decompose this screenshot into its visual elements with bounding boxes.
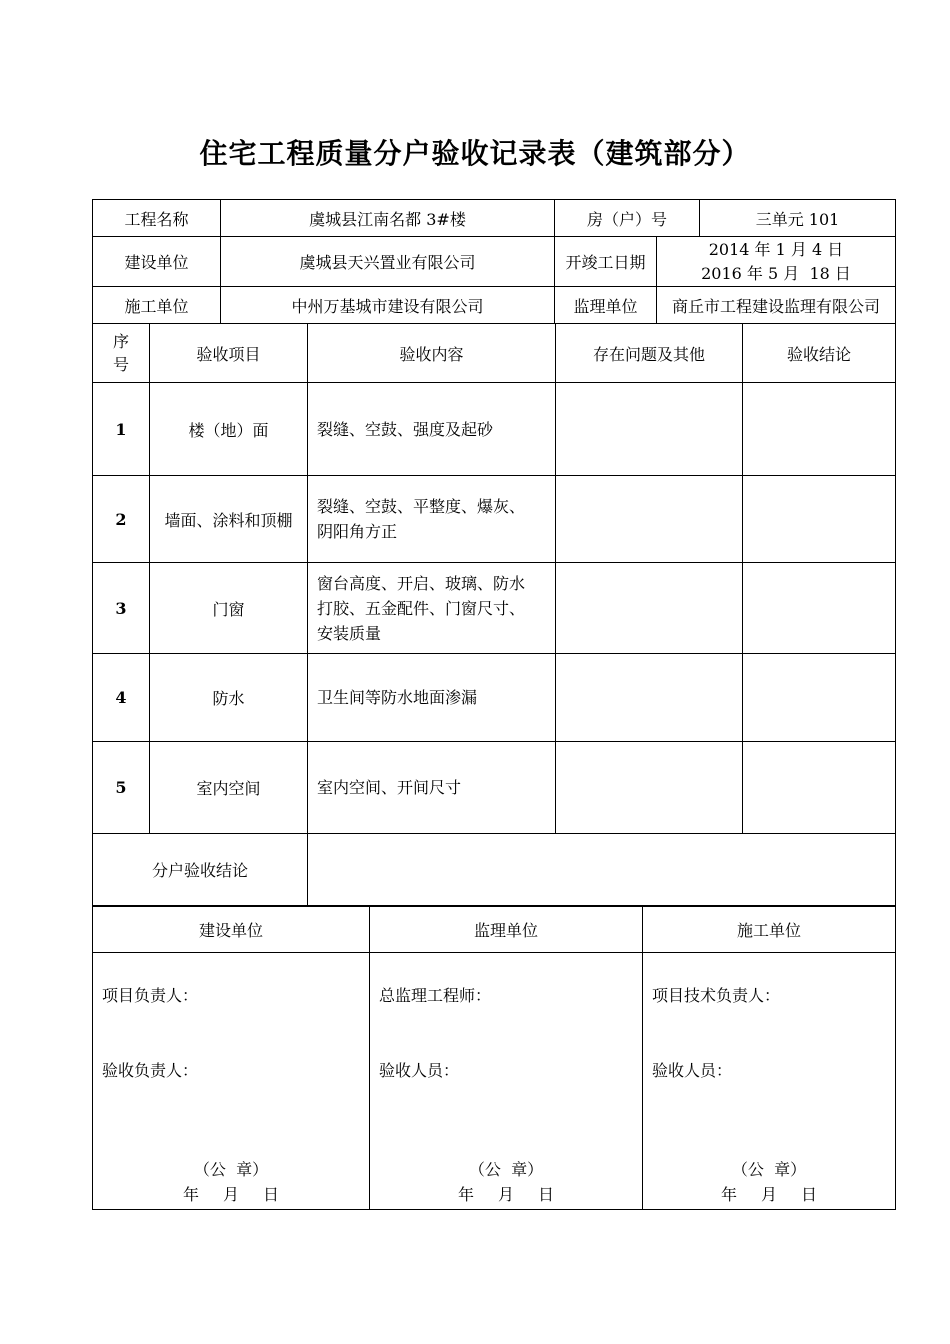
dates-value	[657, 237, 896, 287]
row-number: 1	[93, 383, 150, 476]
page-title: 住宅工程质量分户验收记录表（建筑部分）	[199, 137, 751, 170]
row-item: 门窗	[150, 563, 308, 654]
row-content: 卫生间等防水地面渗漏	[308, 654, 556, 742]
conclusion-header: 验收结论	[743, 324, 896, 383]
row-issues[interactable]	[556, 742, 743, 834]
supervisor-acceptance-staff: 验收人员：	[379, 1061, 460, 1080]
row-number: 5	[93, 742, 150, 834]
row-content: 裂缝、空鼓、平整度、爆灰、 阴阳角方正	[308, 476, 556, 563]
household-conclusion-label: 分户验收结论	[93, 834, 308, 906]
sign-header-contractor: 施工单位	[643, 907, 896, 953]
end-date: 2016 年 5 月 18 日	[701, 263, 851, 283]
row-item: 楼（地）面	[150, 383, 308, 476]
table-row	[93, 742, 896, 834]
room-label: 房（户）号	[555, 200, 700, 237]
contractor-sign-cell[interactable]	[643, 953, 896, 1210]
issues-header: 存在问题及其他	[556, 324, 743, 383]
row-content: 室内空间、开间尺寸	[308, 742, 556, 834]
builder-acceptance-leader: 验收负责人：	[102, 1061, 199, 1080]
builder-value: 虞城县天兴置业有限公司	[221, 237, 555, 287]
sign-header-builder: 建设单位	[93, 907, 370, 953]
row-issues[interactable]	[556, 654, 743, 742]
row-item: 室内空间	[150, 742, 308, 834]
row-issues[interactable]	[556, 563, 743, 654]
seal-label: （公 章）	[193, 1160, 269, 1179]
content-header: 验收内容	[308, 324, 556, 383]
household-conclusion-field[interactable]	[308, 834, 896, 906]
table-row	[93, 476, 896, 563]
row-issues[interactable]	[556, 476, 743, 563]
row-issues[interactable]	[556, 383, 743, 476]
row-conclusion[interactable]	[743, 563, 896, 654]
row-conclusion[interactable]	[743, 742, 896, 834]
start-date: 2014 年 1 月 4 日	[708, 239, 844, 259]
contractor-label: 施工单位	[93, 287, 221, 324]
sign-date: 年 月 日	[457, 1185, 555, 1204]
row-number: 3	[93, 563, 150, 654]
supervisor-sign-cell[interactable]	[370, 953, 643, 1210]
contractor-value: 中州万基城市建设有限公司	[221, 287, 555, 324]
sign-date: 年 月 日	[720, 1185, 818, 1204]
seq-header	[93, 324, 150, 383]
row-item: 防水	[150, 654, 308, 742]
contractor-technical-leader: 项目技术负责人：	[652, 986, 781, 1005]
supervisor-value: 商丘市工程建设监理有限公司	[657, 287, 896, 324]
row-conclusion[interactable]	[743, 476, 896, 563]
row-item: 墙面、涂料和顶棚	[150, 476, 308, 563]
row-content: 窗台高度、开启、玻璃、防水 打胶、五金配件、门窗尺寸、 安装质量	[308, 563, 556, 654]
table-row	[93, 383, 896, 476]
project-name-value: 虞城县江南名都 3#楼	[221, 200, 555, 237]
supervisor-label: 监理单位	[555, 287, 657, 324]
seq-header-line1: 序	[112, 332, 129, 351]
room-value: 三单元 101	[700, 200, 896, 237]
row-number: 2	[93, 476, 150, 563]
row-conclusion[interactable]	[743, 383, 896, 476]
table-row	[93, 563, 896, 654]
row-number: 4	[93, 654, 150, 742]
row-conclusion[interactable]	[743, 654, 896, 742]
items-table	[92, 323, 896, 906]
sign-header-supervisor: 监理单位	[370, 907, 643, 953]
seal-label: （公 章）	[468, 1160, 544, 1179]
sign-date: 年 月 日	[182, 1185, 280, 1204]
row-content: 裂缝、空鼓、强度及起砂	[308, 383, 556, 476]
contractor-acceptance-staff: 验收人员：	[652, 1061, 733, 1080]
signature-table	[92, 906, 896, 1210]
item-header: 验收项目	[150, 324, 308, 383]
builder-project-leader: 项目负责人：	[102, 986, 199, 1005]
project-name-label: 工程名称	[93, 200, 221, 237]
seq-header-line2: 号	[112, 355, 129, 374]
dates-label: 开竣工日期	[555, 237, 657, 287]
chief-supervisor: 总监理工程师：	[379, 986, 492, 1005]
info-table	[92, 199, 896, 324]
seal-label: （公 章）	[731, 1160, 807, 1179]
builder-sign-cell[interactable]	[93, 953, 370, 1210]
builder-label: 建设单位	[93, 237, 221, 287]
table-row	[93, 654, 896, 742]
